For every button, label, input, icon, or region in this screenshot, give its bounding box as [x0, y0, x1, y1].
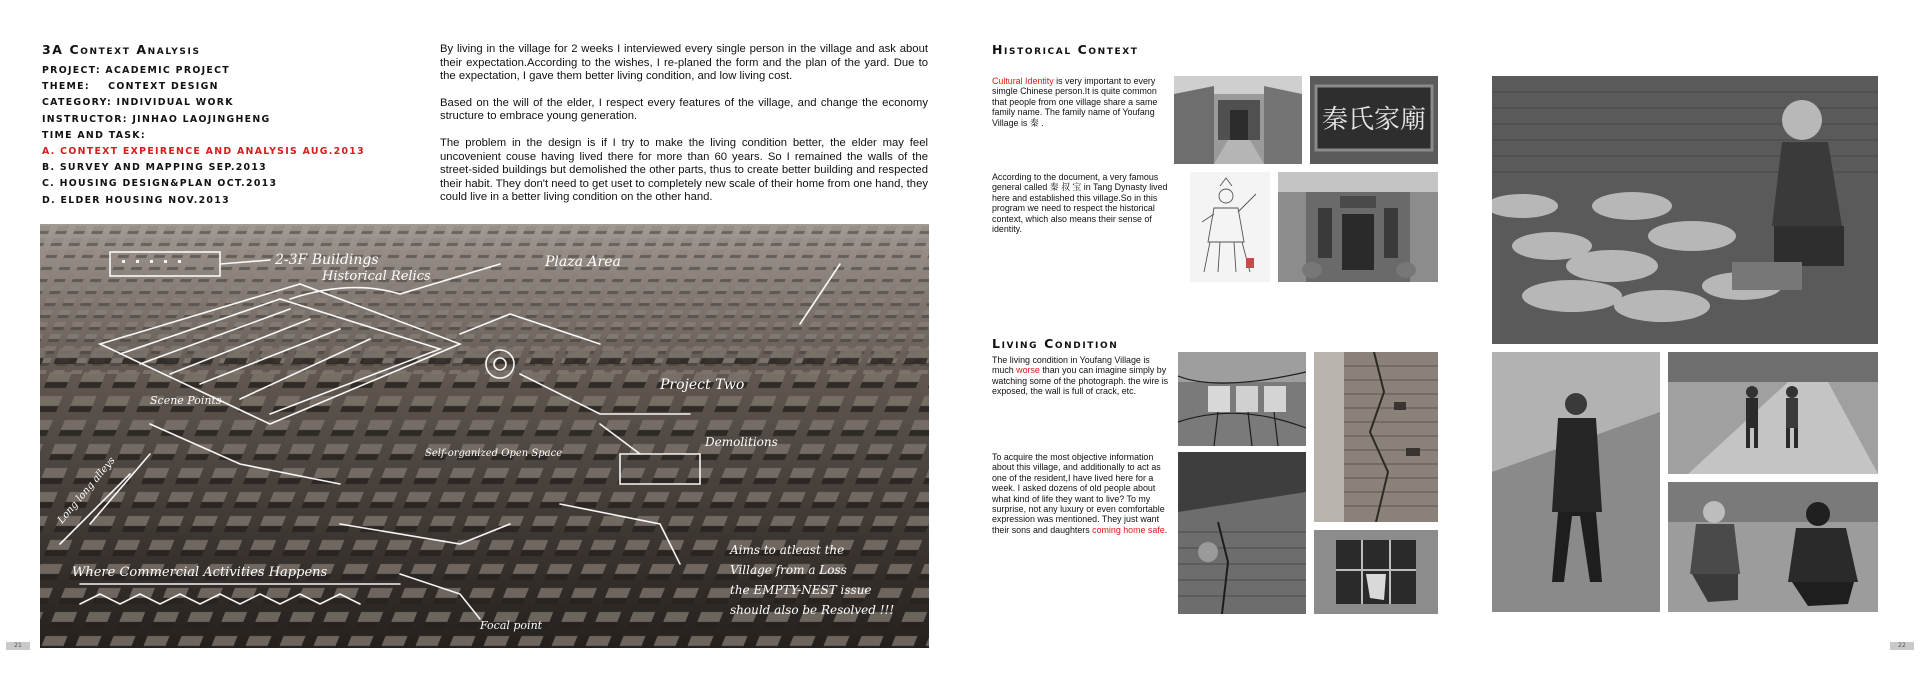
meta-task-c: C. HOUSING DESIGN&PLAN OCT.2013: [42, 178, 278, 190]
meta-task-a: A. CONTEXT EXPEIRENCE AND ANALYSIS AUG.2013: [42, 146, 365, 158]
courtyard-photo: [1174, 76, 1302, 164]
elder-walking-photo: [1492, 352, 1660, 612]
historical-paragraph-2: According to the document, a very famous general called 秦 叔 宝 in Tang Dynasty lived here and established this village.So in this program we need to respect the historical context, which also means their sense of identity.: [992, 172, 1168, 235]
sketch-note-aims: Aims to atleast the: [730, 543, 845, 557]
page-number-left: 21: [6, 642, 30, 650]
meta-task-b: B. SURVEY AND MAPPING SEP.2013: [42, 162, 267, 174]
meta-theme: THEME: CONTEXT DESIGN: [42, 81, 219, 93]
coming-home-safe-highlight: coming home safe: [1092, 524, 1165, 535]
sketch-note-scene-points: Scene Points: [150, 394, 222, 407]
living-p1-b: than you can imagine simply by watching some of the photograph. the wire is exposed, the wall is full of crack, etc.: [992, 365, 1169, 397]
meta-time-task: TIME AND TASK:: [42, 129, 146, 141]
sketch-note-village: Village from a Loss: [730, 563, 847, 577]
cultural-identity-highlight: Cultural Identity: [992, 76, 1054, 86]
intro-paragraph-2: Based on the will of the elder, I respect every features of the village, and change the economy structure to embrace young generation.: [440, 96, 928, 123]
intro-paragraph-3: The problem in the design is if I try to make the living condition better, the elder may feel uncovenient couse having lived there for more than 60 years. So I remained the walls of the street-sided buildings but demolished the other parts, thus to create better building and respected their habit. They don't need to get uset to completely new scale of their home from one hand, they could live in a better living condition on the other hand.: [440, 136, 929, 204]
living-paragraph-2: [992, 452, 1172, 535]
project-meta: [42, 63, 442, 209]
sketch-note-demolitions: Demolitions: [705, 435, 778, 449]
living-paragraph-1: [992, 355, 1172, 397]
meta-project: PROJECT: ACADEMIC PROJECT: [42, 65, 230, 76]
historical-context-title: Historical Context: [992, 42, 1139, 57]
page-title: 3A Context Analysis: [42, 42, 201, 57]
villagers-road-photo: [1668, 352, 1878, 474]
sketch-note-focal: Focal point: [480, 619, 543, 632]
elder-husking-corn-photo: [1492, 76, 1878, 344]
worse-highlight: worse: [1016, 365, 1040, 376]
sketch-note-commercial: Where Commercial Activities Happens: [72, 565, 328, 580]
old-house-eaves-photo: [1178, 452, 1306, 614]
living-p1-a: The living condition in Youfang Village is much: [992, 355, 1150, 376]
broken-window-photo: [1314, 530, 1438, 614]
sketch-note-buildings: 2-3F Buildings: [275, 252, 379, 268]
sketch-note-resolved: should also be Resolved !!!: [730, 603, 895, 617]
historical-paragraph-1-rest: is very important to every simgle Chinese person.It is quite common that people from one village share a same family name. The family name of Youfang Village is 秦 .: [992, 76, 1158, 128]
historical-paragraph-1: [992, 76, 1172, 128]
sketch-note-plaza: Plaza Area: [545, 254, 621, 270]
sketch-note-alleys: Long long alleys: [55, 455, 118, 526]
sketch-note-project-two: Project Two: [660, 377, 745, 393]
temple-sign-text: 秦氏家廟: [1321, 105, 1427, 135]
elders-squatting-photo: [1668, 482, 1878, 612]
living-condition-title: Living Condition: [992, 336, 1119, 351]
living-p2-a: To acquire the most objective information about this village, and additionally to act as one of the resident,I have lived here for a week. I asked dozens of old people about what kind of life they want to live? To my surprise, not any luxury or even comfortable expression was mentioned. They just want their sons and daughters: [992, 452, 1165, 535]
ancestral-gate-photo: [1278, 172, 1438, 282]
sketch-note-empty-nest: the EMPTY-NEST issue: [730, 583, 872, 597]
meta-category: CATEGORY: INDIVIDUAL WORK: [42, 97, 234, 109]
meta-instructor: INSTRUCTOR: JINHAO LAOJINGHENG: [42, 113, 271, 125]
exposed-wires-photo: [1178, 352, 1306, 446]
general-portrait-drawing: [1190, 172, 1270, 282]
family-temple-sign-photo: [1310, 76, 1438, 164]
intro-paragraph-1: By living in the village for 2 weeks I interviewed every single person in the village and ask about their expectation.According to the wishes, I re-planed the form and the plan of the yard. Due to the expectation, I gave them better living condition, and low living cost.: [440, 43, 928, 83]
page-number-right: 22: [1890, 642, 1914, 650]
cracked-brick-wall-photo: [1314, 352, 1438, 522]
intro-text: [440, 43, 928, 218]
meta-task-d: D. ELDER HOUSING NOV.2013: [42, 194, 230, 206]
sketch-note-historical: Historical Relics: [322, 269, 431, 284]
site-model-sketch-image: [40, 224, 929, 648]
sketch-note-open-space: Self-organized Open Space: [425, 448, 563, 459]
living-p2-b: .: [1164, 524, 1168, 535]
